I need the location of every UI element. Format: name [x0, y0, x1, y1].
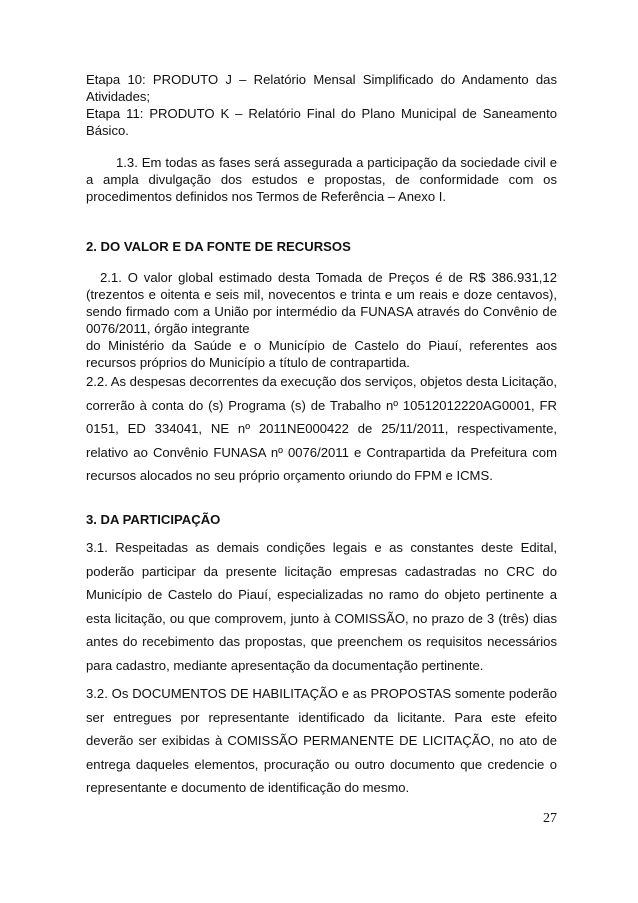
- page-number: 27: [543, 811, 557, 826]
- paragraph-2-1-continuation: do Ministério da Saúde e o Município de Castelo do Piauí, referentes aos recursos próprios do Município a título de contrapartida.: [86, 338, 557, 370]
- etapas-list: [86, 71, 557, 139]
- section-3-heading: 3. DA PARTICIPAÇÃO: [86, 512, 221, 527]
- paragraph-3-2: 3.2. Os DOCUMENTOS DE HABILITAÇÃO e as PROPOSTAS somente poderão ser entregues por representante identificado da licitante. Para este efeito deverão ser exibidas à COMISSÃO PERMANENTE DE LICITAÇÃO, no ato de entrega daqueles elementos, procuração ou outro documento que credencie o representante e documento de identificação do mesmo.: [86, 686, 557, 796]
- paragraph-2-1-block: [86, 269, 557, 371]
- paragraph-2-2: 2.2. As despesas decorrentes da execução dos serviços, objetos desta Licitação, correrão à conta do (s) Programa (s) de Trabalho nº 10512012220AG0001, FR 0151, ED 334041, NE nº 2011NE000422 de 25/11/2011, respectivamente, relativo ao Convênio FUNASA nº 0076/2011 e Contrapartida da Prefeitura com recursos alocados no seu próprio orçamento oriundo do FPM e ICMS.: [86, 374, 557, 484]
- paragraph-1-3: 1.3. Em todas as fases será assegurada a participação da sociedade civil e a ampla divulgação dos estudos e propostas, de conformidade com os procedimentos definidos nos Termos de Referência – Anexo I.: [86, 155, 557, 204]
- etapa-10: Etapa 10: PRODUTO J – Relatório Mensal Simplificado do Andamento das Atividades;: [86, 72, 557, 104]
- paragraph-2-1: 2.1. O valor global estimado desta Tomada de Preços é de R$ 386.931,12 (trezentos e oitenta e seis mil, novecentos e trinta e um reais e doze centavos), sendo firmado com a União por intermédio da FUNASA através do Convênio de 0076/2011, órgão integrante: [86, 270, 557, 336]
- etapa-11: Etapa 11: PRODUTO K – Relatório Final do Plano Municipal de Saneamento Básico.: [86, 106, 557, 138]
- section-2-heading: 2. DO VALOR E DA FONTE DE RECURSOS: [86, 239, 351, 254]
- paragraph-3-1: 3.1. Respeitadas as demais condições legais e as constantes deste Edital, poderão participar da presente licitação empresas cadastradas no CRC do Município de Castelo do Piauí, especializadas no ramo do objeto pertinente a esta licitação, ou que comprovem, junto à COMISSÃO, no prazo de 3 (três) dias antes do recebimento das propostas, que preenchem os requisitos necessários para cadastro, mediante apresentação da documentação pertinente.: [86, 540, 557, 673]
